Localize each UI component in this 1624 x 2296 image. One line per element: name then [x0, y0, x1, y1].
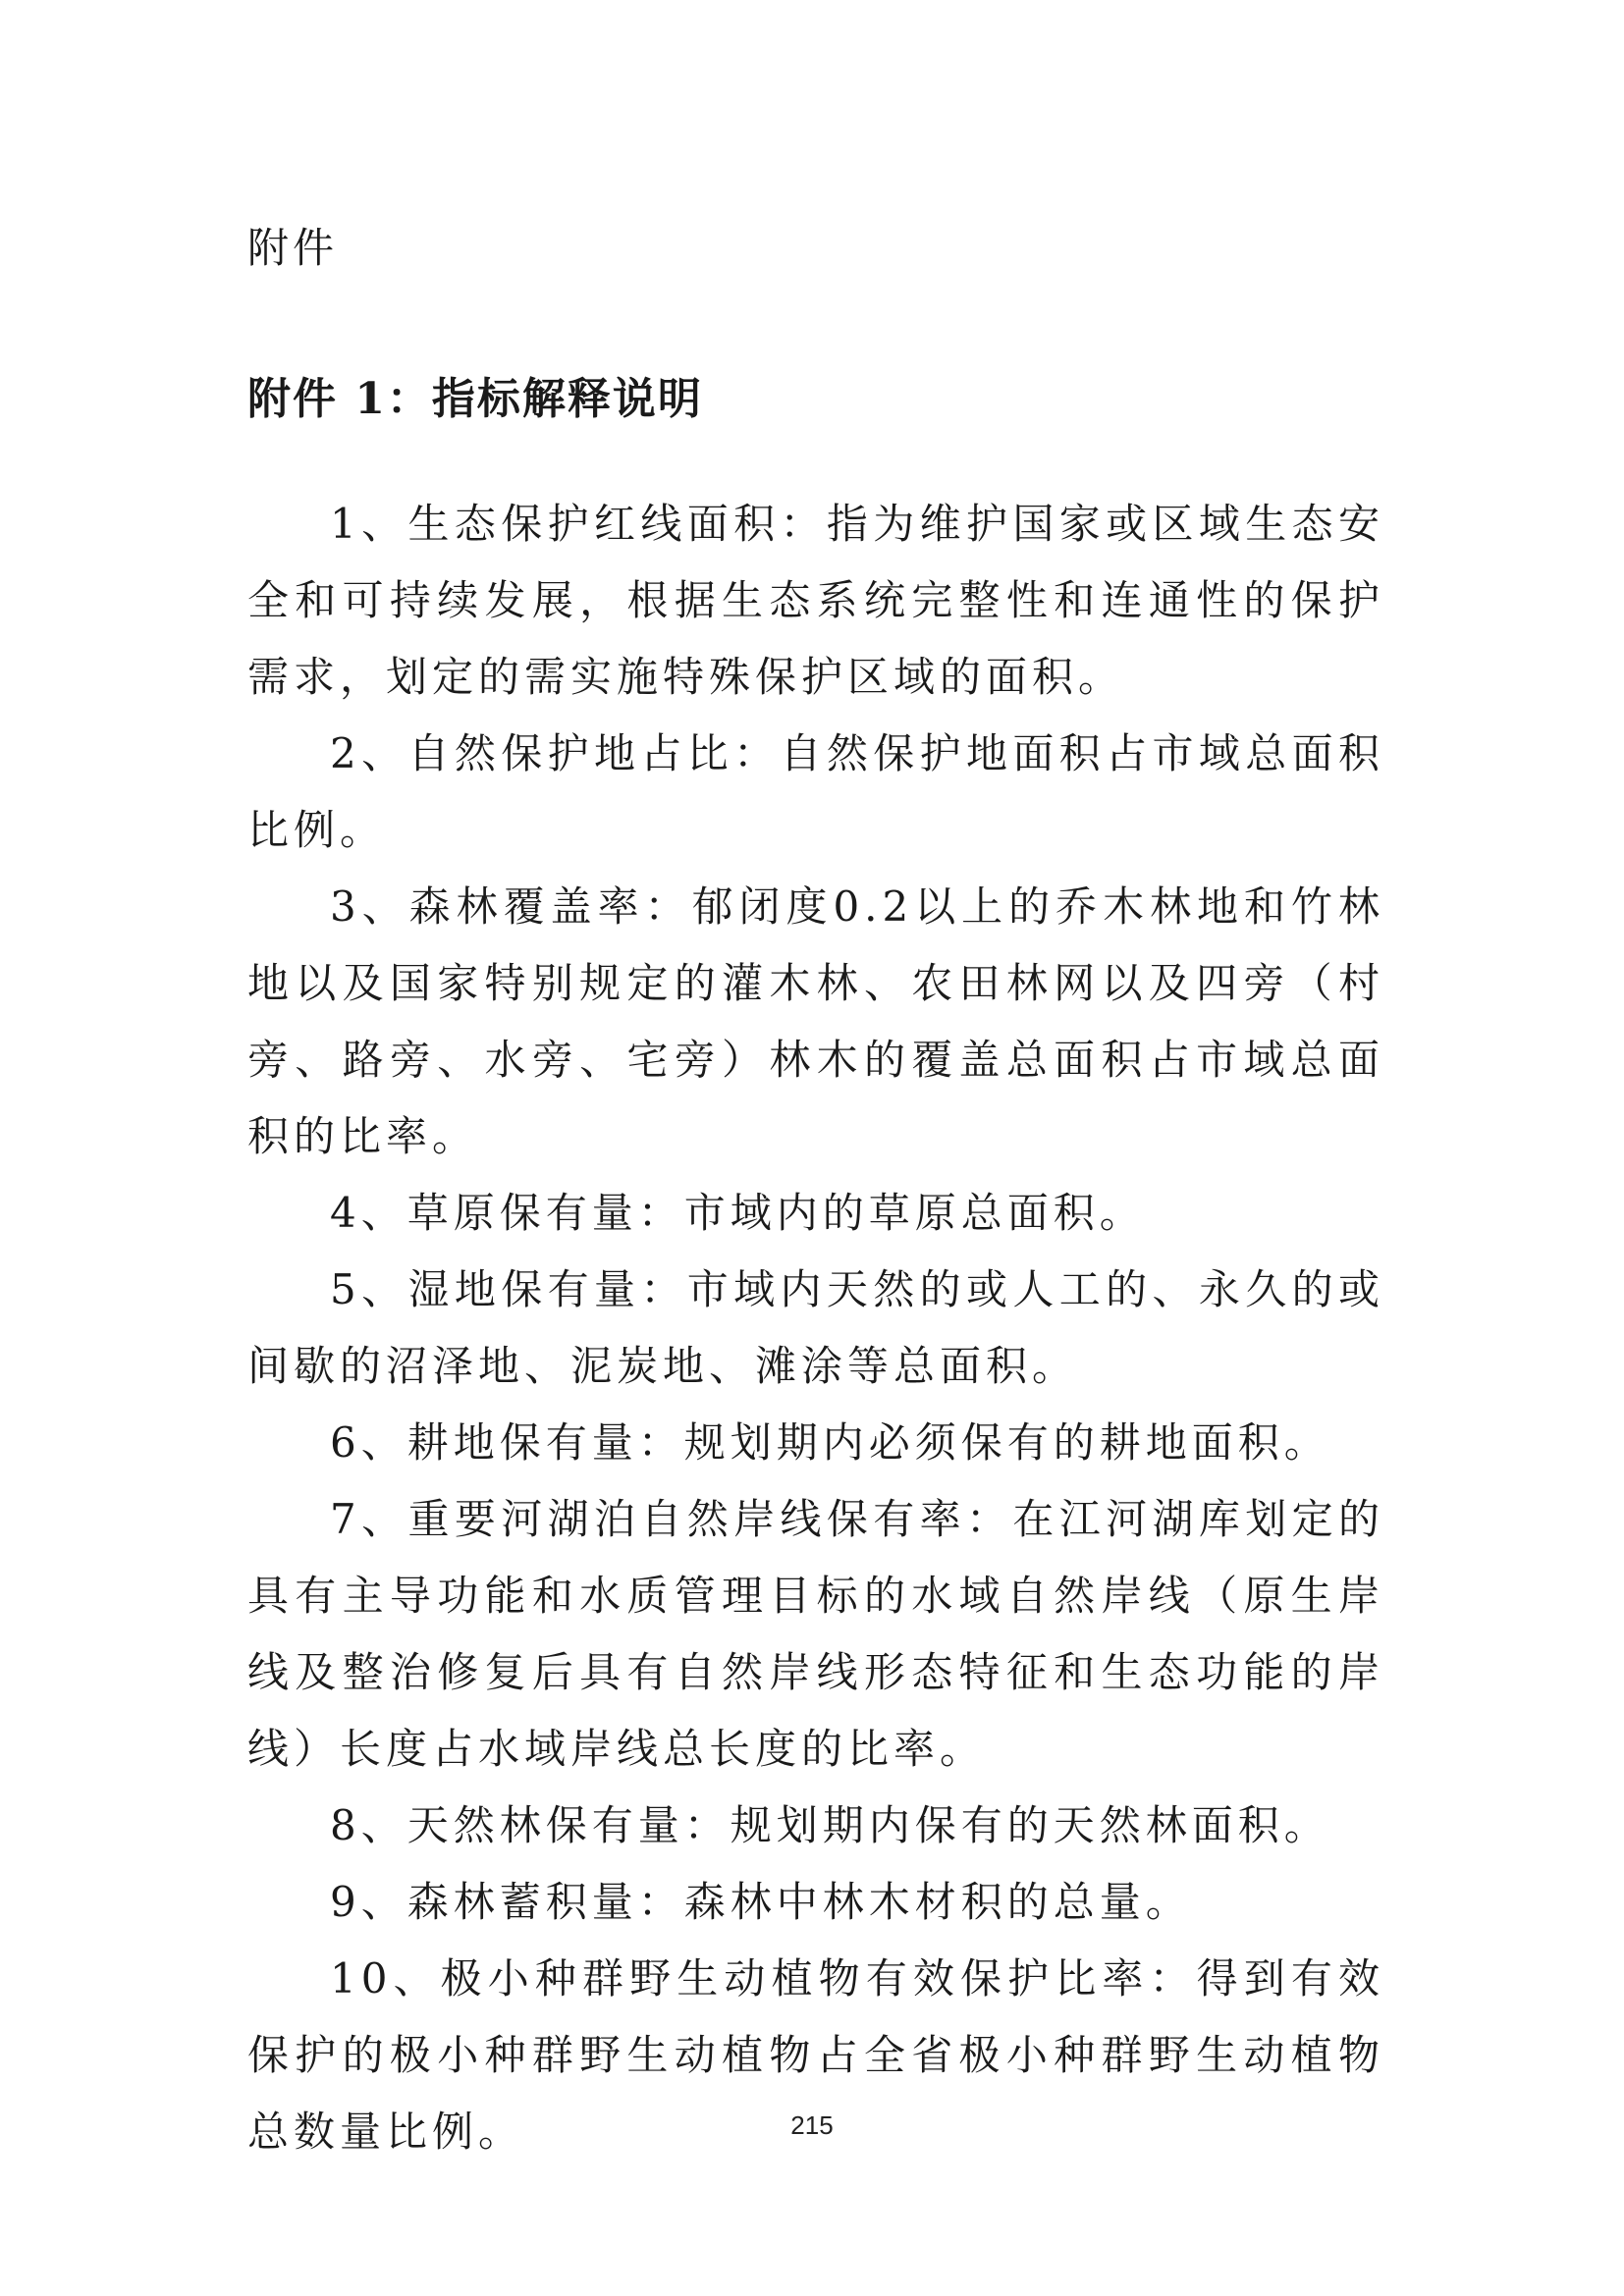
indicator-item-6: 6、耕地保有量：规划期内必须保有的耕地面积。 [330, 1418, 1330, 1467]
attachment-label: 附件 [247, 224, 339, 272]
page-number: 215 [790, 2110, 834, 2140]
indicator-list [247, 486, 1384, 2170]
indicator-item-3: 3、森林覆盖率：郁闭度0.2以上的乔木林地和竹林地以及国家特别规定的灌木林、农田林网以及四旁（村旁、路旁、水旁、宅旁）林木的覆盖总面积占市域总面积的比率。 [247, 882, 1384, 1160]
indicator-item-4: 4、草原保有量：市域内的草原总面积。 [330, 1189, 1146, 1237]
indicator-item-2: 2、自然保护地占比：自然保护地面积占市域总面积比例。 [247, 729, 1384, 854]
indicator-item-7: 7、重要河湖泊自然岸线保有率：在江河湖库划定的具有主导功能和水质管理目标的水域自然岸线（原生岸线及整治修复后具有自然岸线形态特征和生态功能的岸线）长度占水域岸线总长度的比率。 [247, 1495, 1384, 1773]
indicator-item-10: 10、极小种群野生动植物有效保护比率：得到有效保护的极小种群野生动植物占全省极小种群野生动植物总数量比例。 [247, 1954, 1384, 2156]
indicator-item-9: 9、森林蓄积量：森林中林木材积的总量。 [330, 1878, 1192, 1926]
section-title: 附件 1：指标解释说明 [247, 374, 703, 424]
indicator-item-8: 8、天然林保有量：规划期内保有的天然林面积。 [330, 1801, 1330, 1849]
indicator-item-1: 1、生态保护红线面积：指为维护国家或区域生态安全和可持续发展，根据生态系统完整性和连通性的保护需求，划定的需实施特殊保护区域的面积。 [247, 500, 1384, 701]
indicator-item-5: 5、湿地保有量：市域内天然的或人工的、永久的或间歇的沼泽地、泥炭地、滩涂等总面积。 [247, 1265, 1384, 1390]
